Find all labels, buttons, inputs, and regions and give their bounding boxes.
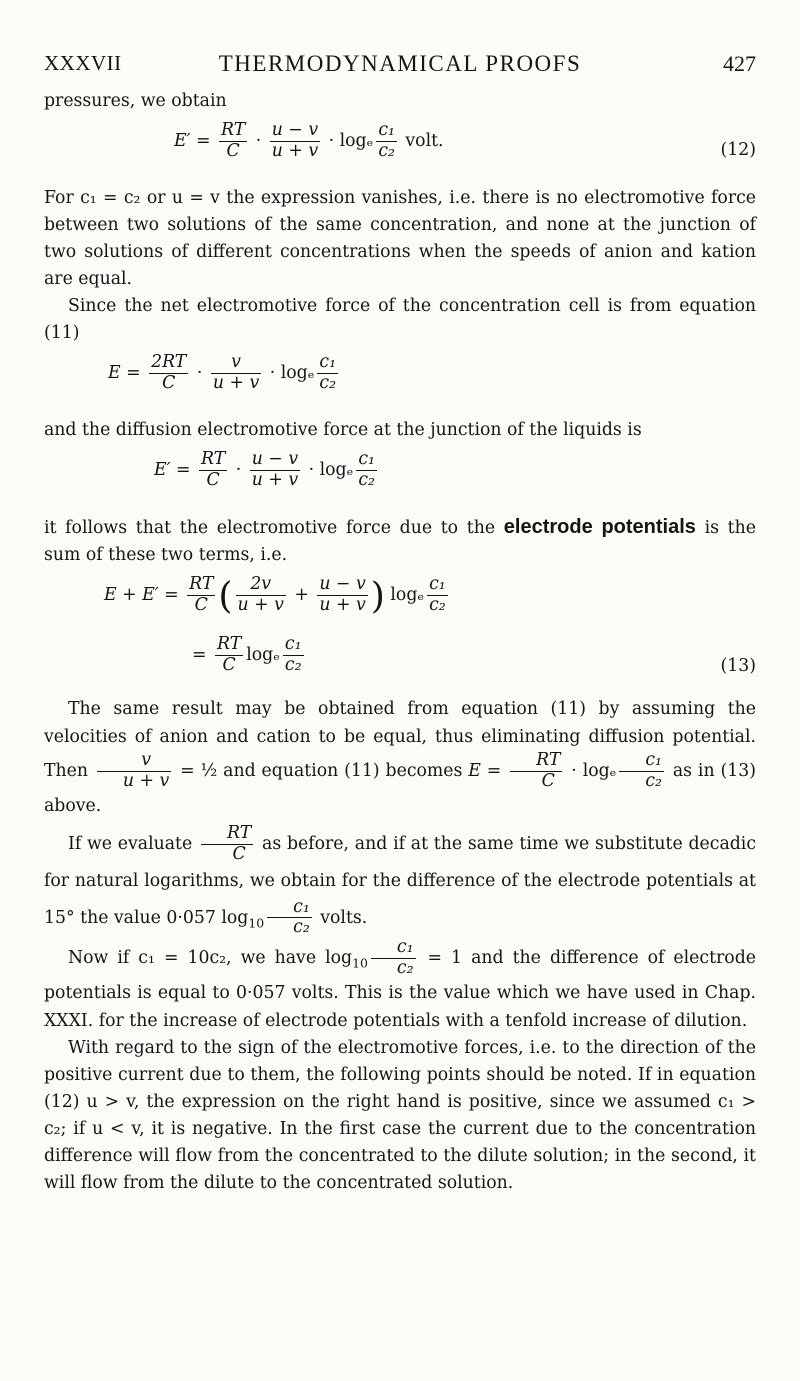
fraction <box>97 751 171 792</box>
eq-symbol: · <box>235 459 242 480</box>
denominator: u + v <box>319 594 366 615</box>
numerator: c₁ <box>378 120 395 140</box>
denominator: C <box>187 595 215 616</box>
numerator: c₁ <box>429 574 446 594</box>
numerator: u − v <box>319 574 366 594</box>
fraction <box>219 121 247 162</box>
numerator: v <box>141 750 151 770</box>
numerator: v <box>231 352 241 372</box>
fraction <box>149 353 188 394</box>
denominator: C <box>219 141 247 162</box>
eq-symbol: = <box>192 644 207 665</box>
denominator: c₂ <box>619 771 664 792</box>
fraction <box>371 938 416 979</box>
fraction <box>236 575 286 616</box>
fraction <box>267 898 312 939</box>
log-symbol: logₑ <box>319 459 354 480</box>
emphasis-text: electrode potentials <box>503 516 696 538</box>
numerator: c₁ <box>284 634 302 654</box>
text-run: as before, and if at the same time we substitute decadic for natural logarithms, we obtain for the difference of the electrode potentials at 15° the value 0·057 log <box>44 833 757 928</box>
eq-symbol: E′ <box>154 459 171 480</box>
eq-symbol: · <box>255 130 262 151</box>
eq-symbol: · <box>308 459 315 480</box>
paragraph: Since the net electromotive force of the concentration cell is from equation (11) <box>44 296 756 343</box>
text-run: If we evaluate <box>68 833 193 854</box>
denominator: u + v <box>212 372 260 393</box>
numerator: c₁ <box>396 937 414 958</box>
denominator: c₂ <box>358 469 375 490</box>
fraction <box>356 450 377 491</box>
denominator: u + v <box>271 140 319 161</box>
numerator: u − v <box>271 120 319 140</box>
fraction <box>187 575 215 616</box>
fraction <box>317 353 338 394</box>
denominator: u + v <box>237 594 284 615</box>
log-symbol: logₑ <box>280 362 315 383</box>
paragraph: With regard to the sign of the electromotive forces, i.e. to the direction of the positive current due to them, the following points should be noted. If in equation (12) u > v, the expression on the right hand is positive, since we assumed c₁ > c₂; if u < v, it is negative. In the first case the current due to the concentration difference will flow from the concentrated to the dilute solution; in the second, it will flow from the dilute to the concentrated solution. <box>44 1038 756 1194</box>
numerator: c₁ <box>319 352 336 372</box>
denominator: C <box>199 470 227 491</box>
paragraph: and the diffusion electromotive force at the junction of the liquids is <box>44 420 642 440</box>
paragraph <box>44 695 756 820</box>
numerator: u − v <box>251 449 299 469</box>
unit: volt. <box>405 130 444 151</box>
running-header <box>44 50 756 78</box>
equation-12 <box>44 115 756 185</box>
text-run: = ½ and equation (11) becomes <box>180 760 463 781</box>
equation-number: (12) <box>720 140 756 160</box>
eq-symbol: · <box>269 362 276 383</box>
equation-diffusion-emf <box>44 444 756 514</box>
fraction <box>619 751 664 792</box>
fraction <box>283 635 304 676</box>
numerator: RT <box>216 634 242 654</box>
fraction <box>199 450 227 491</box>
paragraph: If we evaluate $\frac{RT}{C}$ as before, and if at the same time we substitute decadic for natural logarithms, we obtain for the difference of the electrode potentials at 15° the value 0·057 $\log_{10}$ $\frac{\text{c₁}}{\text{c₂}}$ volts. <box>44 822 757 938</box>
fraction <box>427 575 448 616</box>
paragraph <box>44 514 756 569</box>
fraction <box>211 353 261 394</box>
text-run: Now if c₁ = 10c₂, we have log <box>68 948 353 969</box>
fraction <box>215 635 243 676</box>
numerator: c₁ <box>645 750 662 770</box>
denominator: C <box>510 771 562 792</box>
fraction <box>376 121 397 162</box>
fraction <box>510 751 562 792</box>
log-symbol: logₑ <box>582 760 617 781</box>
equation-number: (13) <box>720 656 756 676</box>
text-run: volts. <box>320 907 368 928</box>
fraction <box>250 450 300 491</box>
numerator: 2RT <box>151 352 187 372</box>
numerator: c₁ <box>293 896 310 917</box>
numerator: RT <box>221 120 246 140</box>
eq-symbol: · <box>196 362 203 383</box>
text-run: is the sum of these two terms, i.e. <box>44 518 756 565</box>
eq-symbol: + <box>294 584 309 605</box>
eq-symbol: = <box>486 760 502 781</box>
eq-symbol: E + E′ <box>104 584 159 605</box>
numerator: 2v <box>250 574 272 594</box>
eq-symbol: = <box>126 362 141 383</box>
log-symbol: logₑ <box>246 644 280 665</box>
page-body <box>44 88 756 1197</box>
fraction <box>270 121 320 162</box>
text-run: it follows that the electromotive force due to the <box>44 518 496 538</box>
paragraph: Now if c₁ = 10c₂, we have $\log_{10}$ $\frac{\text{c₁}}{\text{c₂}}$ = 1 and the difference of electrode potentials is equal to 0·057 volts. This is the value which we have used in Chap. XXXI. for the increase of electrode potentials with a tenfold increase of dilution. <box>44 937 756 1032</box>
equation-13: E + E′ = $\frac{RT}{C}$ ( $\frac{2v}{u + v}$ + $\frac{u - v}{u + v}$ ) logₑ $\frac{\text{c₁}}{\text{c₂}}$ = $\frac{RT}{C}$ logₑ $\frac{\text{c₁}}{\text{c₂}}$ (13) <box>44 569 756 695</box>
fraction <box>201 824 253 865</box>
paragraph: pressures, we obtain <box>44 91 227 111</box>
log-symbol: logₑ <box>339 130 374 151</box>
log-symbol: logₑ <box>390 584 425 605</box>
eq-symbol: = <box>164 584 179 605</box>
equation-net-emf <box>44 347 756 417</box>
numerator: RT <box>201 449 226 469</box>
eq-symbol: E′ <box>174 130 191 151</box>
fraction <box>317 575 367 616</box>
denominator: c₂ <box>371 958 416 979</box>
denominator: c₂ <box>429 594 446 615</box>
running-title: THERMODYNAMICAL PROOFS <box>218 51 582 76</box>
numerator: RT <box>189 574 214 594</box>
eq-symbol: = <box>196 130 211 151</box>
eq-symbol: · <box>328 130 335 151</box>
text-run: = 1 and the difference of electrode potentials is equal to 0·057 volts. This is the value which we have used in Chap. XXXI. for the increase of electrode potentials with a tenfold increase of dilution. <box>44 948 756 1032</box>
numerator: c₁ <box>358 449 375 469</box>
denominator: c₂ <box>319 372 336 393</box>
denominator: C <box>215 655 243 676</box>
eq-symbol: E <box>108 362 121 383</box>
denominator: c₂ <box>284 654 302 675</box>
denominator: u + v <box>97 771 171 792</box>
denominator: c₂ <box>378 140 395 161</box>
numerator: RT <box>536 750 561 770</box>
denominator: c₂ <box>267 917 312 938</box>
text-run: The same result may be obtained from equation (11) by assuming the velocities of anion and cation to be equal, thus eliminating diffusion potential. Then <box>44 699 756 781</box>
eq-symbol: E <box>468 760 481 781</box>
paragraph: For c₁ = c₂ or u = v the expression vanishes, i.e. there is no electromotive force between two solutions of the same concentration, and none at the junction of two solutions of different concentrations when the speeds of anion and kation are equal. <box>44 188 756 289</box>
eq-symbol: · <box>571 760 577 781</box>
numerator: RT <box>227 822 252 843</box>
eq-symbol: = <box>176 459 191 480</box>
chapter-number: XXXVII <box>44 51 122 75</box>
denominator: C <box>201 844 253 865</box>
denominator: u + v <box>251 469 299 490</box>
denominator: C <box>149 373 188 394</box>
text-run: as in (13) above. <box>44 760 756 816</box>
page-number: 427 <box>723 51 756 76</box>
